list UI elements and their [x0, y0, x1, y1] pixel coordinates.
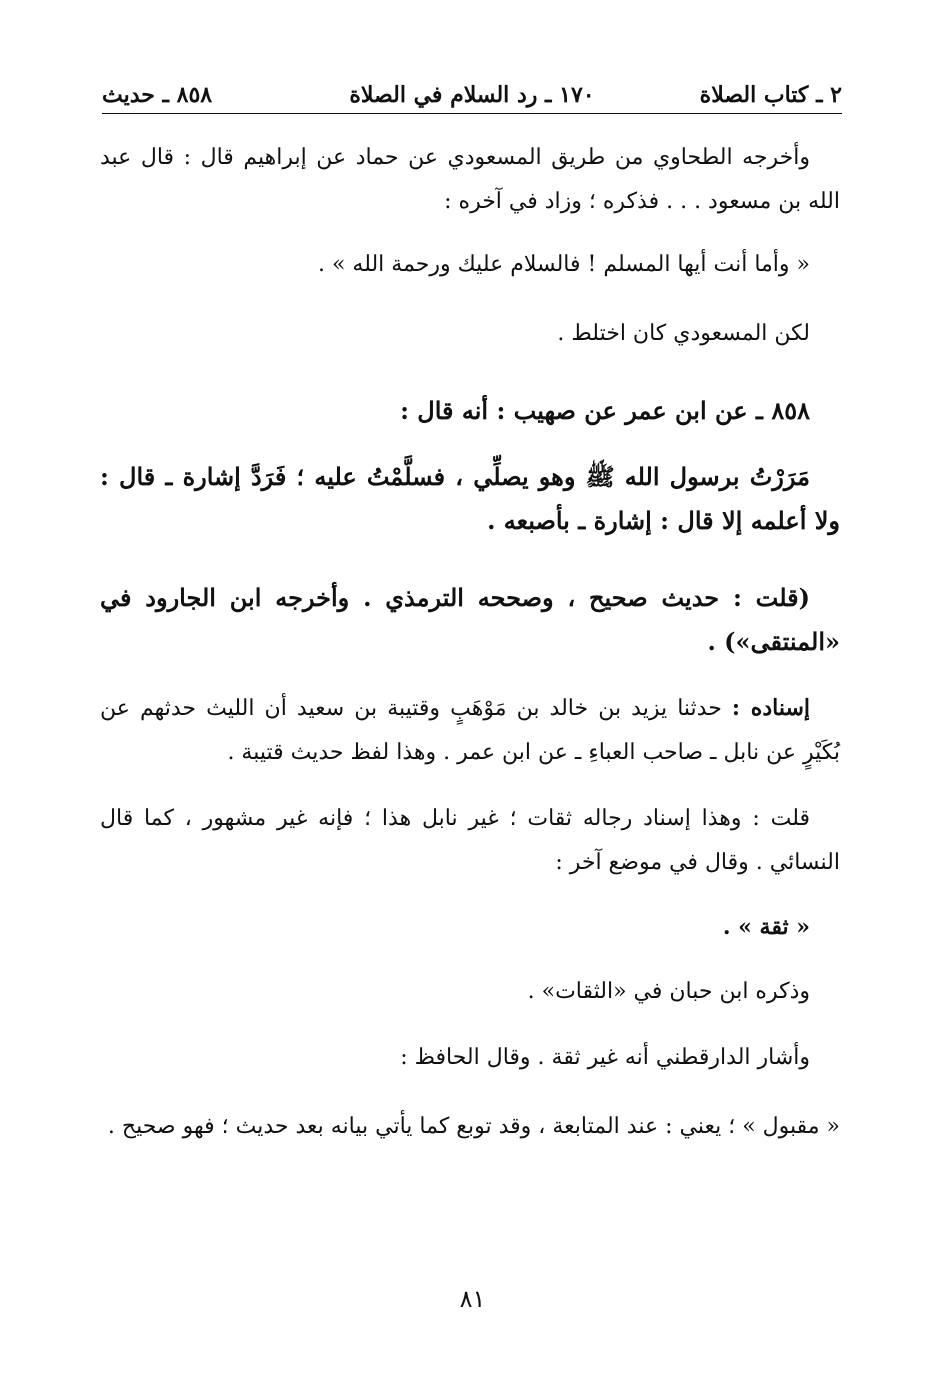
header-rule — [102, 113, 842, 114]
paragraph-maqbul: « مقبول » ؛ يعني : عند المتابعة ، وقد توبع كما يأتي بيانه بعد حديث ؛ فهو صحيح . — [107, 1114, 840, 1139]
paragraph-grading: (قلت : حديث صحيح ، وصححه الترمذي . وأخرجه ابن الجارود في «المنتقى») . — [100, 583, 840, 656]
header-hadith-number: ٨٥٨ ـ حديث — [102, 82, 213, 108]
hadith-matn: مَرَرْتُ برسول الله ﷺ وهو يصلِّي ، فسلَّمْتُ عليه ؛ فَرَدَّ إشارة ـ قال : ولا أعلمه إلا قال : إشارة ـ بأصبعه . — [100, 462, 840, 535]
header-book-title: ٢ ـ كتاب الصلاة — [699, 82, 842, 108]
isnad-text: حدثنا يزيد بن خالد بن مَوْهَبٍ وقتيبة بن سعيد أن الليث حدثهم عن بُكَيْرٍ عن نابل ـ صاحب العباءِ ـ عن ابن عمر . وهذا لفظ حديث قتيبة . — [100, 696, 840, 765]
paragraph-isnad — [100, 686, 840, 775]
paragraph-thiqa: « ثقة » . — [722, 914, 810, 940]
paragraph-tahawi: وأخرجه الطحاوي من طريق المسعودي عن حماد عن إبراهيم قال : قال عبد الله بن مسعود . . . فذكره ؛ وزاد في آخره : — [100, 145, 840, 214]
paragraph-ibn-hibban: وذكره ابن حبان في «الثقات» . — [527, 979, 810, 1004]
page-number: ٨١ — [459, 1285, 486, 1313]
paragraph-masudi: لكن المسعودي كان اختلط . — [557, 321, 810, 346]
isnad-label: إسناده : — [731, 695, 810, 721]
paragraph-daraqutni: وأشار الدارقطني أنه غير ثقة . وقال الحافظ : — [400, 1045, 810, 1070]
paragraph-quote-salam: « وأما أنت أيها المسلم ! فالسلام عليك ورحمة الله » . — [317, 252, 810, 277]
hadith-heading: ٨٥٨ ـ عن ابن عمر عن صهيب : أنه قال : — [400, 396, 810, 425]
header-chapter-title: ١٧٠ ـ رد السلام في الصلاة — [349, 82, 595, 108]
running-header — [102, 78, 842, 112]
paragraph-rijal: قلت : وهذا إسناد رجاله ثقات ؛ غير نابل هذا ؛ فإنه غير مشهور ، كما قال النسائي . وقال في موضع آخر : — [100, 806, 840, 875]
